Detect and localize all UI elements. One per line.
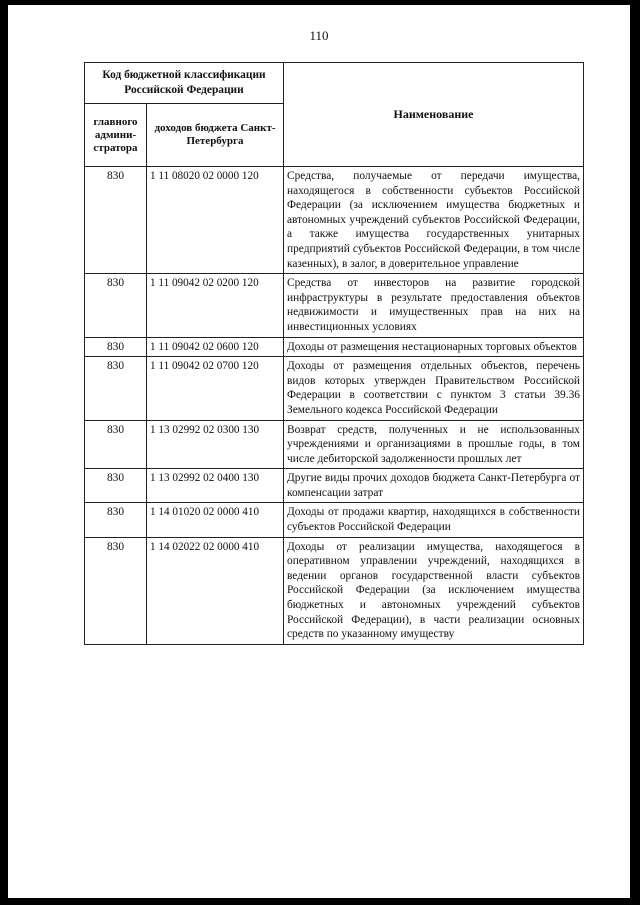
income-code-cell: 1 11 08020 02 0000 120 [147, 167, 284, 274]
header-income: доходов бюджета Санкт-Петербурга [147, 104, 284, 167]
income-code-cell: 1 13 02992 02 0400 130 [147, 469, 284, 503]
name-cell: Другие виды прочих доходов бюджета Санкт-Петербурга от компенсации затрат [284, 469, 584, 503]
table-row [85, 469, 584, 503]
name-cell: Доходы от реализации имущества, находящегося в оперативном управлении учреждений, находящихся в ведении органов государственной власти субъектов Российской Федерации (за исключением имущества бюджетных и автономных учреждений субъектов Российской Федерации), в части реализации основных средств по указанному имуществу [284, 537, 584, 644]
table-row [85, 357, 584, 420]
income-code-cell: 1 11 09042 02 0700 120 [147, 357, 284, 420]
table-row [85, 420, 584, 469]
header-code-group: Код бюджетной классификации Российской Федерации [85, 63, 284, 104]
income-code-cell: 1 14 01020 02 0000 410 [147, 503, 284, 537]
income-code-cell: 1 14 02022 02 0000 410 [147, 537, 284, 644]
income-code-cell: 1 13 02992 02 0300 130 [147, 420, 284, 469]
table-row [85, 503, 584, 537]
name-cell: Средства от инвесторов на развитие городской инфраструктуры в результате предоставления объектов недвижимости и имущественных прав на них на инвестиционных условиях [284, 274, 584, 337]
table-row [85, 337, 584, 357]
admin-code-cell: 830 [85, 337, 147, 357]
admin-code-cell: 830 [85, 274, 147, 337]
name-cell: Доходы от размещения нестационарных торговых объектов [284, 337, 584, 357]
admin-code-cell: 830 [85, 537, 147, 644]
name-cell: Средства, получаемые от передачи имущества, находящегося в собственности субъектов Российской Федерации (за исключением имущества бюджетных и автономных учреждений субъектов Российской Федерации, а также имущества государственных унитарных предприятий субъектов Российской Федерации, в том числе казенных), в залог, в доверительное управление [284, 167, 584, 274]
table-row [85, 167, 584, 274]
income-code-cell: 1 11 09042 02 0600 120 [147, 337, 284, 357]
table-row [85, 537, 584, 644]
admin-code-cell: 830 [85, 167, 147, 274]
table-row [85, 274, 584, 337]
admin-code-cell: 830 [85, 357, 147, 420]
name-cell: Возврат средств, полученных и не использованных учреждениями и организациями в прошлые годы, в том числе дебиторской задолженности прошлых лет [284, 420, 584, 469]
header-admin: главного админи-стратора [85, 104, 147, 167]
admin-code-cell: 830 [85, 503, 147, 537]
budget-classification-table [84, 62, 584, 645]
name-cell: Доходы от размещения отдельных объектов, перечень видов которых утвержден Правительством Российской Федерации в соответствии с пунктом 3 статьи 39.36 Земельного кодекса Российской Федерации [284, 357, 584, 420]
page-number: 110 [309, 28, 329, 43]
name-cell: Доходы от продажи квартир, находящихся в собственности субъектов Российской Федерации [284, 503, 584, 537]
document-page [8, 5, 630, 898]
header-name: Наименование [284, 63, 584, 167]
admin-code-cell: 830 [85, 469, 147, 503]
income-code-cell: 1 11 09042 02 0200 120 [147, 274, 284, 337]
admin-code-cell: 830 [85, 420, 147, 469]
